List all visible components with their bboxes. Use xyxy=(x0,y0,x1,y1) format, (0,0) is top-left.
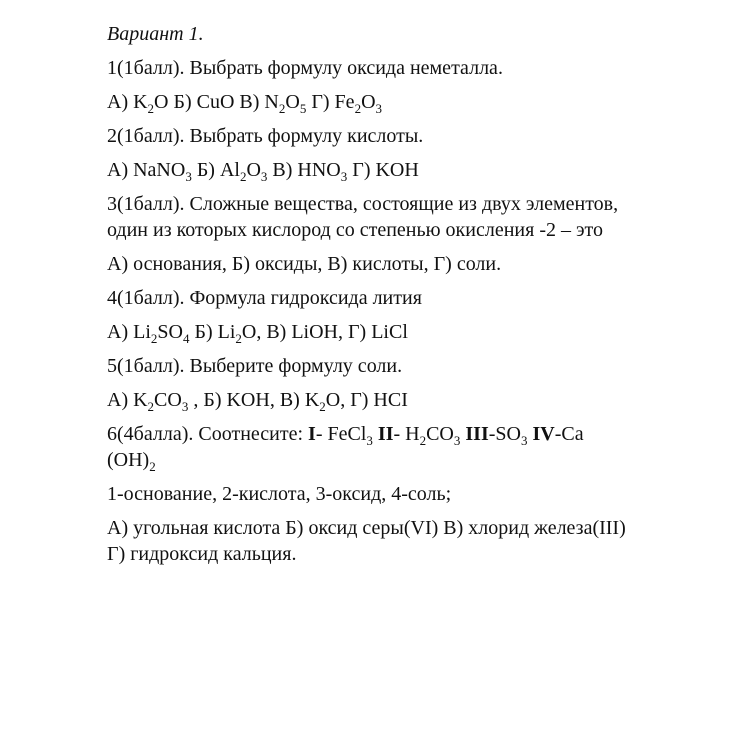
question-5-options: А) $K_2CO_3$ , Б) KOH, В) $K_2O$, Г) HCI xyxy=(107,389,408,414)
worksheet xyxy=(107,21,727,567)
variant-title: Вариант 1. xyxy=(107,23,204,45)
question-3-prompt-line-2: один из которых кислород со степенью окисления -2 – это xyxy=(107,219,604,241)
question-6-classes: 1-основание, 2-кислота, 3-оксид, 4-соль; xyxy=(107,483,452,505)
question-4-prompt: 4(1балл). Формула гидроксида лития xyxy=(107,287,422,309)
question-6-names-line-2: Г) гидроксид кальция. xyxy=(107,543,297,565)
question-2-options: А) NaNO$_3$ Б) $Al_2O_3$ В) $HNO_3$ Г) KOH xyxy=(107,159,419,184)
question-2-prompt: 2(1балл). Выбрать формулу кислоты. xyxy=(107,125,424,147)
question-6-prompt-line-2: $(OH)_2$ xyxy=(107,449,156,474)
question-5-prompt: 5(1балл). Выберите формулу соли. xyxy=(107,355,403,377)
question-6-names-line-1: А) угольная кислота Б) оксид серы(VI) В) хлорид железа(III) xyxy=(107,517,626,539)
question-4-options: А) $Li_2SO_4$ Б) $Li_2O$, В) LiOH, Г) LiCl xyxy=(107,321,408,346)
question-6-prompt: 6(4балла). Соотнесите: I- FeCl$_3$ II- $H_2CO_3$ III-$SO_3$ IV-Ca xyxy=(107,423,584,448)
question-1-options: А) $K_2O$ Б) CuO В) $N_2O_5$ Г) $Fe_2O_3$ xyxy=(107,91,383,116)
question-3-prompt-line-1: 3(1балл). Сложные вещества, состоящие из двух элементов, xyxy=(107,193,619,215)
question-3-options: А) основания, Б) оксиды, В) кислоты, Г) соли. xyxy=(107,253,502,275)
question-1-prompt: 1(1балл). Выбрать формулу оксида неметалла. xyxy=(107,57,503,79)
